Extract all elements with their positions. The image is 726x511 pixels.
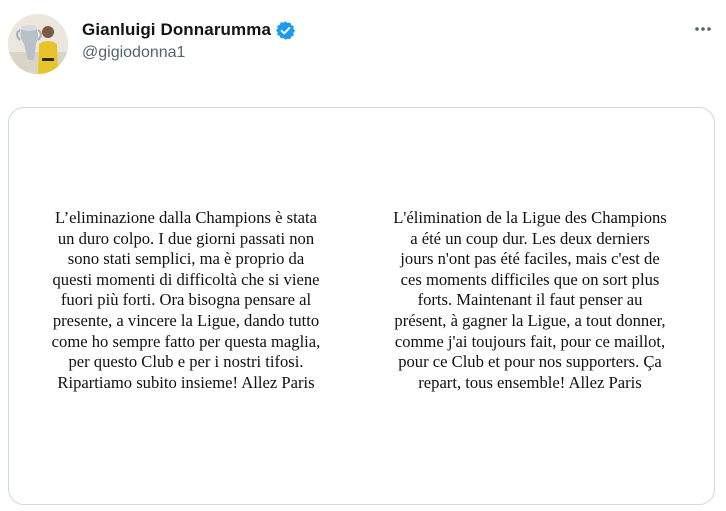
- author-names: [82, 18, 296, 62]
- display-name[interactable]: Gianluigi Donnarumma: [82, 20, 272, 39]
- avatar[interactable]: [8, 14, 68, 74]
- statement-french: L'élimination de la Ligue des Champions a été un coup dur. Les deux derniers jours n'ont pas été faciles, mais c'est de ces moments difficiles que on sort plus forts. Maintenant il faut penser au présent, à gagner la Ligue, a tout donner, comme j'ai toujours fait, pour ce maillot, pour ce Club et pour nos supporters. Ça repart, tous ensemble! Allez Paris: [393, 208, 667, 392]
- display-name-row: [82, 18, 296, 42]
- avatar-image: [8, 14, 68, 74]
- more-options-icon[interactable]: [692, 18, 714, 40]
- tweet-header: [8, 12, 718, 76]
- statement-italian: L’eliminazione dalla Champions è stata un duro colpo. I due giorni passati non sono stati semplici, ma è proprio da questi momenti di difficoltà che si viene fuori più forti. Ora bisogna pensare al presente, a vincere la Ligue, dando tutto come ho sempre fatto per questa maglia, per questo Club e per i nostri tifosi. Ripartiamo subito insieme! Allez Paris: [51, 208, 321, 392]
- verified-badge-icon[interactable]: [275, 20, 296, 41]
- handle[interactable]: @gigiodonna1: [82, 44, 186, 61]
- tweet-media-image[interactable]: [8, 107, 715, 505]
